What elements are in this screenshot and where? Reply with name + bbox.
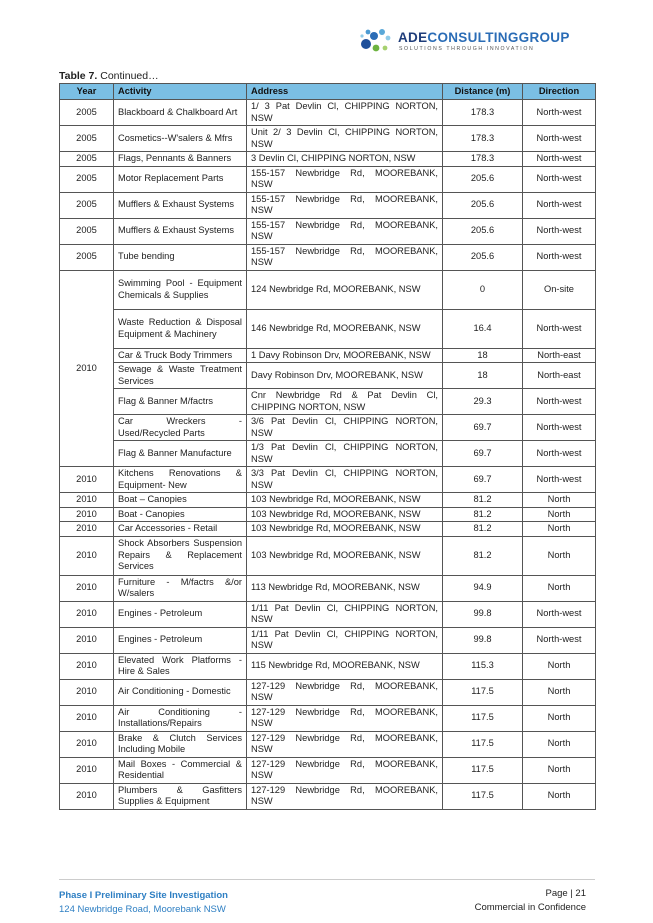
cell-address: 103 Newbridge Rd, MOOREBANK, NSW bbox=[247, 493, 443, 508]
cell-address: 1/ 3 Pat Devlin Cl, CHIPPING NORTON, NSW bbox=[247, 100, 443, 126]
cell-distance: 99.8 bbox=[443, 627, 523, 653]
cell-distance: 115.3 bbox=[443, 653, 523, 679]
table-row bbox=[60, 679, 596, 705]
table-row bbox=[60, 166, 596, 192]
cell-activity: Mail Boxes - Commercial & Residential bbox=[114, 757, 247, 783]
cell-distance: 69.7 bbox=[443, 415, 523, 441]
cell-activity: Motor Replacement Parts bbox=[114, 166, 247, 192]
cell-address: 103 Newbridge Rd, MOOREBANK, NSW bbox=[247, 536, 443, 575]
cell-direction: North-west bbox=[523, 627, 596, 653]
confidentiality-note: Commercial in Confidence bbox=[474, 902, 586, 913]
table-row bbox=[60, 575, 596, 601]
cell-direction: North-west bbox=[523, 244, 596, 270]
cell-year: 2010 bbox=[60, 601, 114, 627]
cell-distance: 69.7 bbox=[443, 441, 523, 467]
cell-distance: 81.2 bbox=[443, 536, 523, 575]
table-caption-label: Table 7. bbox=[59, 70, 98, 82]
footer-divider bbox=[59, 879, 595, 880]
cell-direction: North bbox=[523, 522, 596, 537]
company-logo bbox=[358, 24, 598, 60]
cell-activity: Waste Reduction & Disposal Equipment & Machinery bbox=[114, 309, 247, 348]
cell-address: 1/11 Pat Devlin Cl, CHIPPING NORTON, NSW bbox=[247, 601, 443, 627]
footer-report-title: Phase I Preliminary Site Investigation bbox=[59, 890, 228, 901]
table-row bbox=[60, 493, 596, 508]
footer-right bbox=[475, 887, 586, 915]
cell-distance: 81.2 bbox=[443, 507, 523, 522]
cell-year: 2010 bbox=[60, 467, 114, 493]
cell-distance: 117.5 bbox=[443, 757, 523, 783]
table-row bbox=[60, 601, 596, 627]
cell-address: 113 Newbridge Rd, MOOREBANK, NSW bbox=[247, 575, 443, 601]
cell-address: 3/3 Pat Devlin Cl, CHIPPING NORTON, NSW bbox=[247, 467, 443, 493]
cell-direction: North-west bbox=[523, 601, 596, 627]
cell-distance: 81.2 bbox=[443, 522, 523, 537]
cell-activity: Brake & Clutch Services Including Mobile bbox=[114, 731, 247, 757]
cell-direction: North-west bbox=[523, 100, 596, 126]
cell-distance: 16.4 bbox=[443, 309, 523, 348]
cell-activity: Engines - Petroleum bbox=[114, 627, 247, 653]
cell-direction: North-west bbox=[523, 166, 596, 192]
cell-year: 2005 bbox=[60, 100, 114, 126]
cell-year: 2005 bbox=[60, 166, 114, 192]
cell-direction: North bbox=[523, 507, 596, 522]
cell-address: 146 Newbridge Rd, MOOREBANK, NSW bbox=[247, 309, 443, 348]
cell-address: 155-157 Newbridge Rd, MOOREBANK, NSW bbox=[247, 192, 443, 218]
table-row bbox=[60, 363, 596, 389]
cell-year: 2010 bbox=[60, 653, 114, 679]
cell-activity: Kitchens Renovations & Equipment- New bbox=[114, 467, 247, 493]
table-caption bbox=[59, 70, 159, 82]
cell-direction: North-east bbox=[523, 348, 596, 363]
cell-address: 155-157 Newbridge Rd, MOOREBANK, NSW bbox=[247, 244, 443, 270]
cell-direction: North bbox=[523, 493, 596, 508]
cell-address: 155-157 Newbridge Rd, MOOREBANK, NSW bbox=[247, 218, 443, 244]
table-row bbox=[60, 731, 596, 757]
table-row bbox=[60, 783, 596, 809]
table-row bbox=[60, 270, 596, 309]
cell-distance: 205.6 bbox=[443, 244, 523, 270]
data-table bbox=[59, 83, 596, 810]
cell-activity: Engines - Petroleum bbox=[114, 601, 247, 627]
cell-direction: On-site bbox=[523, 270, 596, 309]
cell-activity: Flags, Pennants & Banners bbox=[114, 152, 247, 167]
cell-year: 2010 bbox=[60, 757, 114, 783]
header-activity: Activity bbox=[114, 84, 247, 100]
table-row bbox=[60, 389, 596, 415]
cell-activity: Mufflers & Exhaust Systems bbox=[114, 192, 247, 218]
cell-direction: North bbox=[523, 757, 596, 783]
table-row bbox=[60, 507, 596, 522]
cell-year: 2010 bbox=[60, 536, 114, 575]
logo-name: ADECONSULTINGGROUP bbox=[398, 30, 570, 45]
cell-activity: Air Conditioning - Domestic bbox=[114, 679, 247, 705]
table-body bbox=[60, 100, 596, 810]
cell-distance: 18 bbox=[443, 348, 523, 363]
cell-distance: 178.3 bbox=[443, 100, 523, 126]
cell-activity: Mufflers & Exhaust Systems bbox=[114, 218, 247, 244]
cell-distance: 99.8 bbox=[443, 601, 523, 627]
cell-direction: North bbox=[523, 536, 596, 575]
cell-distance: 69.7 bbox=[443, 467, 523, 493]
cell-address: 3 Devlin Cl, CHIPPING NORTON, NSW bbox=[247, 152, 443, 167]
cell-address: 103 Newbridge Rd, MOOREBANK, NSW bbox=[247, 507, 443, 522]
cell-address: 127-129 Newbridge Rd, MOOREBANK, NSW bbox=[247, 705, 443, 731]
footer-site-address: 124 Newbridge Road, Moorebank NSW bbox=[59, 904, 226, 915]
page-number: Page | 21 bbox=[545, 888, 586, 899]
cell-year: 2010 bbox=[60, 627, 114, 653]
table-row bbox=[60, 348, 596, 363]
cell-year: 2005 bbox=[60, 218, 114, 244]
cell-address: 3/6 Pat Devlin Cl, CHIPPING NORTON, NSW bbox=[247, 415, 443, 441]
table-row bbox=[60, 152, 596, 167]
cell-activity: Boat - Canopies bbox=[114, 507, 247, 522]
cell-distance: 117.5 bbox=[443, 731, 523, 757]
cell-distance: 205.6 bbox=[443, 192, 523, 218]
cell-activity: Car Wreckers - Used/Recycled Parts bbox=[114, 415, 247, 441]
cell-direction: North-west bbox=[523, 415, 596, 441]
cell-activity: Plumbers & Gasfitters Supplies & Equipment bbox=[114, 783, 247, 809]
cell-address: 115 Newbridge Rd, MOOREBANK, NSW bbox=[247, 653, 443, 679]
cell-year: 2010 bbox=[60, 493, 114, 508]
table-row bbox=[60, 244, 596, 270]
cell-distance: 117.5 bbox=[443, 679, 523, 705]
header-direction: Direction bbox=[523, 84, 596, 100]
cell-direction: North-west bbox=[523, 126, 596, 152]
cell-activity: Blackboard & Chalkboard Art bbox=[114, 100, 247, 126]
cell-direction: North-west bbox=[523, 389, 596, 415]
cell-direction: North-west bbox=[523, 467, 596, 493]
cell-distance: 205.6 bbox=[443, 166, 523, 192]
cell-activity: Shock Absorbers Suspension Repairs & Replacement Services bbox=[114, 536, 247, 575]
cell-activity: Cosmetics--W'salers & Mfrs bbox=[114, 126, 247, 152]
cell-distance: 205.6 bbox=[443, 218, 523, 244]
cell-distance: 81.2 bbox=[443, 493, 523, 508]
cell-year: 2010 bbox=[60, 575, 114, 601]
cell-year: 2005 bbox=[60, 152, 114, 167]
table-caption-text: Continued… bbox=[97, 70, 159, 82]
cell-year: 2005 bbox=[60, 126, 114, 152]
cell-address: 127-129 Newbridge Rd, MOOREBANK, NSW bbox=[247, 679, 443, 705]
cell-activity: Tube bending bbox=[114, 244, 247, 270]
cell-address: 1/3 Pat Devlin Cl, CHIPPING NORTON, NSW bbox=[247, 441, 443, 467]
cell-direction: North-west bbox=[523, 152, 596, 167]
cell-distance: 94.9 bbox=[443, 575, 523, 601]
footer-left bbox=[59, 889, 228, 917]
cell-address: Davy Robinson Drv, MOOREBANK, NSW bbox=[247, 363, 443, 389]
header-distance: Distance (m) bbox=[443, 84, 523, 100]
table-row bbox=[60, 536, 596, 575]
cell-address: 127-129 Newbridge Rd, MOOREBANK, NSW bbox=[247, 757, 443, 783]
cell-distance: 117.5 bbox=[443, 705, 523, 731]
cell-activity: Car & Truck Body Trimmers bbox=[114, 348, 247, 363]
table-row bbox=[60, 627, 596, 653]
cell-address: Unit 2/ 3 Devlin Cl, CHIPPING NORTON, NSW bbox=[247, 126, 443, 152]
logo-mark-icon bbox=[358, 24, 394, 58]
cell-activity: Boat – Canopies bbox=[114, 493, 247, 508]
cell-direction: North bbox=[523, 679, 596, 705]
cell-distance: 117.5 bbox=[443, 783, 523, 809]
cell-activity: Swimming Pool - Equipment Chemicals & Supplies bbox=[114, 270, 247, 309]
table-row bbox=[60, 653, 596, 679]
cell-distance: 178.3 bbox=[443, 126, 523, 152]
cell-direction: North-west bbox=[523, 218, 596, 244]
cell-activity: Flag & Banner M/factrs bbox=[114, 389, 247, 415]
cell-address: 127-129 Newbridge Rd, MOOREBANK, NSW bbox=[247, 783, 443, 809]
cell-address: 127-129 Newbridge Rd, MOOREBANK, NSW bbox=[247, 731, 443, 757]
cell-distance: 0 bbox=[443, 270, 523, 309]
cell-activity: Car Accessories - Retail bbox=[114, 522, 247, 537]
cell-year: 2010 bbox=[60, 705, 114, 731]
cell-direction: North bbox=[523, 575, 596, 601]
cell-address: 155-157 Newbridge Rd, MOOREBANK, NSW bbox=[247, 166, 443, 192]
cell-activity: Flag & Banner Manufacture bbox=[114, 441, 247, 467]
table-row bbox=[60, 467, 596, 493]
cell-direction: North bbox=[523, 731, 596, 757]
table-row bbox=[60, 192, 596, 218]
cell-year: 2010 bbox=[60, 522, 114, 537]
cell-year: 2005 bbox=[60, 192, 114, 218]
cell-direction: North-west bbox=[523, 441, 596, 467]
header-address: Address bbox=[247, 84, 443, 100]
cell-activity: Elevated Work Platforms - Hire & Sales bbox=[114, 653, 247, 679]
cell-year: 2010 bbox=[60, 679, 114, 705]
logo-tagline: SOLUTIONS THROUGH INNOVATION bbox=[399, 46, 535, 52]
cell-direction: North bbox=[523, 705, 596, 731]
cell-address: 103 Newbridge Rd, MOOREBANK, NSW bbox=[247, 522, 443, 537]
table-row bbox=[60, 522, 596, 537]
header-year: Year bbox=[60, 84, 114, 100]
cell-year: 2010 bbox=[60, 270, 114, 467]
cell-distance: 18 bbox=[443, 363, 523, 389]
table-row bbox=[60, 757, 596, 783]
table-row bbox=[60, 218, 596, 244]
cell-direction: North bbox=[523, 653, 596, 679]
table-row bbox=[60, 309, 596, 348]
table-row bbox=[60, 415, 596, 441]
table-row bbox=[60, 126, 596, 152]
table-row bbox=[60, 100, 596, 126]
cell-address: 1/11 Pat Devlin Cl, CHIPPING NORTON, NSW bbox=[247, 627, 443, 653]
cell-address: 1 Davy Robinson Drv, MOOREBANK, NSW bbox=[247, 348, 443, 363]
cell-direction: North-east bbox=[523, 363, 596, 389]
cell-distance: 178.3 bbox=[443, 152, 523, 167]
cell-activity: Furniture - M/factrs &/or W/salers bbox=[114, 575, 247, 601]
cell-year: 2010 bbox=[60, 783, 114, 809]
cell-year: 2010 bbox=[60, 507, 114, 522]
table-row bbox=[60, 441, 596, 467]
cell-activity: Sewage & Waste Treatment Services bbox=[114, 363, 247, 389]
cell-direction: North-west bbox=[523, 309, 596, 348]
cell-direction: North-west bbox=[523, 192, 596, 218]
cell-year: 2005 bbox=[60, 244, 114, 270]
cell-year: 2010 bbox=[60, 731, 114, 757]
cell-direction: North bbox=[523, 783, 596, 809]
cell-address: 124 Newbridge Rd, MOOREBANK, NSW bbox=[247, 270, 443, 309]
table-row bbox=[60, 705, 596, 731]
cell-address: Cnr Newbridge Rd & Pat Devlin Cl, CHIPPING NORTON, NSW bbox=[247, 389, 443, 415]
table-header-row bbox=[60, 84, 596, 100]
cell-distance: 29.3 bbox=[443, 389, 523, 415]
cell-activity: Air Conditioning - Installations/Repairs bbox=[114, 705, 247, 731]
